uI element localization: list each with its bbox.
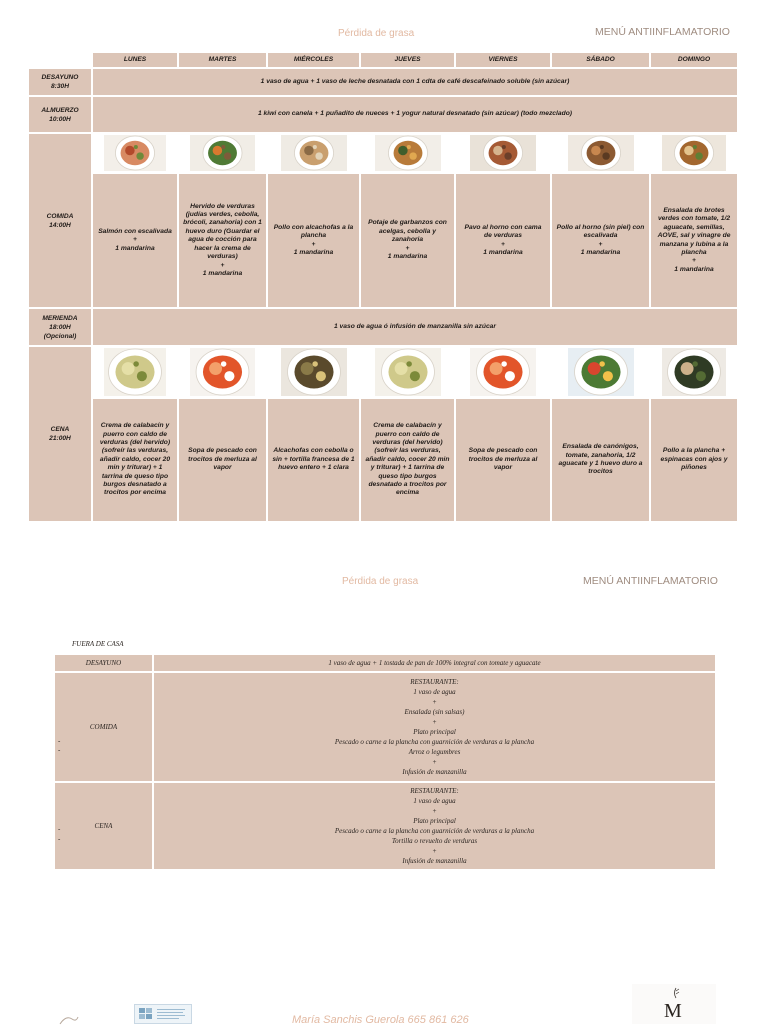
- artichoke-omelette-photo: [281, 348, 347, 396]
- restaurant-line: 1 vaso de agua: [413, 688, 456, 696]
- restaurant-line: Plato principal: [413, 817, 456, 825]
- day-header-wednesday: MIÉRCOLES: [267, 52, 360, 68]
- restaurant-line: 1 vaso de agua: [413, 797, 456, 805]
- subtitle-fat-loss-2: Pérdida de grasa: [342, 576, 419, 587]
- cena-dish-4: Crema de calabacín y puerro con caldo de verduras (del hervido) (sofreír las verduras, añadir caldo, cocer 20 min y triturar) + 1 tarrina de queso tipo burgos desnatado a trocitos por encima: [360, 398, 455, 522]
- zucchini-cream-photo: [375, 348, 441, 396]
- comida-dish-5: Pavo al horno con cama de verduras + 1 mandarina: [455, 173, 551, 308]
- corner-cell: [28, 52, 92, 68]
- salad-fish-photo: [662, 135, 726, 171]
- restaurant-line: +: [432, 847, 437, 855]
- vegetable-stew-photo: [190, 135, 255, 171]
- bullet-dash: -: [58, 835, 61, 843]
- cena-dish-5: Sopa de pescado con trocitos de merluza al vapor: [455, 398, 551, 522]
- out-comida-content: [153, 672, 716, 782]
- subtitle-fat-loss: Pérdida de grasa: [338, 28, 415, 39]
- comida-dish-3: Pollo con alcachofas a la plancha + 1 mandarina: [267, 173, 360, 308]
- restaurant-line: +: [432, 698, 437, 706]
- restaurant-line: Plato principal: [413, 728, 456, 736]
- restaurant-line: +: [432, 758, 437, 766]
- day-header-saturday: SÁBADO: [551, 52, 650, 68]
- day-header-thursday: JUEVES: [360, 52, 455, 68]
- bullet-dash: -: [58, 737, 61, 745]
- restaurant-line: Tortilla o revuelto de verduras: [391, 837, 478, 845]
- salmon-dish-photo: [104, 135, 166, 171]
- cena-dish-1: Crema de calabacín y puerro con caldo de verduras (del hervido) (sofreír las verduras, añadir caldo, cocer 20 min y triturar) + 1 tarrina de queso tipo burgos desnatado a trocitos por encima: [92, 398, 178, 522]
- comida-dish-1: Salmón con escalivada + 1 mandarina: [92, 173, 178, 308]
- cena-dish-6: Ensalada de canónigos, tomate, zanahoria, 1/2 aguacate y 1 huevo duro a trocitos: [551, 398, 650, 522]
- monogram-letter: M: [664, 1000, 682, 1022]
- restaurant-line: Pescado o carne a la plancha con guarnición de verduras a la plancha: [334, 827, 535, 835]
- cena-dish-7: Pollo a la plancha + espinacas con ajos y piñones: [650, 398, 738, 522]
- meal-label-comida: COMIDA 14:00H: [28, 133, 92, 308]
- roast-chicken-photo: [568, 135, 634, 171]
- almuerzo-content: 1 kiwi con canela + 1 puñadito de nueces + 1 yogur natural desnatado (sin azúcar) (todo mezclado): [92, 96, 738, 133]
- comida-dish-6: Pollo al horno (sin piel) con escalivada + 1 mandarina: [551, 173, 650, 308]
- day-header-monday: LUNES: [92, 52, 178, 68]
- restaurant-line: RESTAURANTE:: [410, 787, 459, 795]
- lambs-lettuce-salad-photo: [568, 348, 634, 396]
- footer-leaf-logo: [58, 1012, 80, 1024]
- restaurant-line: +: [432, 718, 437, 726]
- day-header-friday: VIERNES: [455, 52, 551, 68]
- out-cena-content: [153, 782, 716, 870]
- meal-label-cena: CENA 21:00H: [28, 346, 92, 522]
- monogram-logo: [632, 984, 716, 1024]
- meal-label-almuerzo: ALMUERZO 10:00H: [28, 96, 92, 133]
- restaurant-line: Pescado o carne a la plancha con guarnición de verduras a la plancha: [334, 738, 535, 746]
- meal-label-merienda: MERIENDA 18:00H (Opcional): [28, 308, 92, 346]
- restaurant-line: Ensalada (sin salsas): [404, 708, 465, 716]
- restaurant-line: Infusión de manzanilla: [402, 857, 467, 865]
- out-desayuno-content: 1 vaso de agua + 1 tostada de pan de 100% integral con tomate y aguacate: [153, 654, 716, 672]
- chicken-artichoke-photo: [281, 135, 347, 171]
- out-label-desayuno: DESAYUNO: [54, 654, 153, 672]
- zucchini-cream-photo: [104, 348, 166, 396]
- restaurant-line: +: [432, 807, 437, 815]
- comida-dish-7: Ensalada de brotes verdes con tomate, 1/2 aguacate, semillas, AOVE, sal y vinagre de manzana y lubina a la plancha + 1 mandarina: [650, 173, 738, 308]
- eating-out-heading: FUERA DE CASA: [72, 640, 124, 648]
- restaurant-line: RESTAURANTE:: [410, 678, 459, 686]
- out-label-comida: COMIDA: [54, 672, 153, 782]
- restaurant-line: Arroz o legumbres: [408, 748, 461, 756]
- meal-label-desayuno: DESAYUNO 8:30H: [28, 68, 92, 96]
- baked-turkey-photo: [470, 135, 536, 171]
- cena-dish-3: Alcachofas con cebolla o sin + tortilla francesa de 1 huevo entero + 1 clara: [267, 398, 360, 522]
- chickpea-stew-photo: [375, 135, 441, 171]
- cena-dish-2: Sopa de pescado con trocitos de merluza al vapor: [178, 398, 267, 522]
- fish-soup-photo: [190, 348, 255, 396]
- bullet-dash: -: [58, 825, 61, 833]
- comida-dish-4: Potaje de garbanzos con acelgas, cebolla y zanahoria + 1 mandarina: [360, 173, 455, 308]
- day-header-tuesday: MARTES: [178, 52, 267, 68]
- page-title: MENÚ ANTIINFLAMATORIO: [595, 26, 730, 38]
- academy-badge-logo: [134, 1004, 192, 1024]
- fish-soup-photo: [470, 348, 536, 396]
- footer-signature: María Sanchis Guerola 665 861 626: [292, 1014, 469, 1026]
- day-header-sunday: DOMINGO: [650, 52, 738, 68]
- comida-dish-2: Hervido de verduras (judías verdes, cebolla, brócoli, zanahoria) con 1 huevo duro (Guardar el agua de cocción para hacer la crema de verduras) + 1 mandarina: [178, 173, 267, 308]
- out-label-cena: CENA: [54, 782, 153, 870]
- bullet-dash: -: [58, 746, 61, 754]
- restaurant-line: Infusión de manzanilla: [402, 768, 467, 776]
- chicken-spinach-photo: [662, 348, 726, 396]
- merienda-content: 1 vaso de agua ó infusión de manzanilla sin azúcar: [92, 308, 738, 346]
- desayuno-content: 1 vaso de agua + 1 vaso de leche desnatada con 1 cdta de café descafeinado soluble (sin azúcar): [92, 68, 738, 96]
- page-title-2: MENÚ ANTIINFLAMATORIO: [583, 575, 718, 587]
